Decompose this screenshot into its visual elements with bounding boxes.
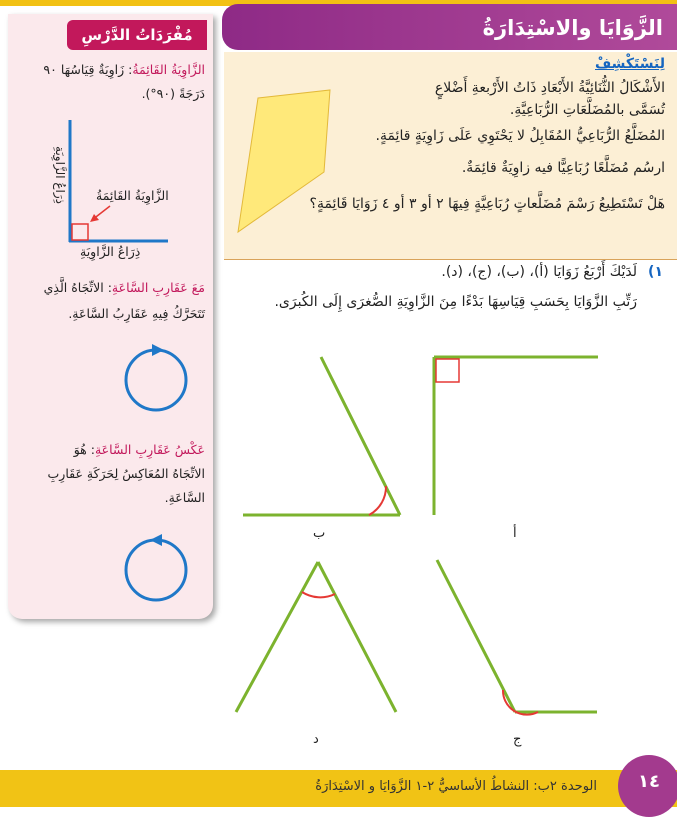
angle-d	[236, 562, 396, 712]
footer-bar	[0, 770, 677, 807]
angle-c-label: ج	[513, 732, 522, 747]
angle-a-label: أ	[513, 526, 517, 541]
clockwise-def-1: : الاتِّجَاهُ الَّذِي	[43, 280, 112, 295]
clockwise-term: مَعَ عَقَارِبِ السَّاعَةِ	[111, 280, 205, 295]
sidebar-title: مُفْرَدَاتُ الدَّرْسِ	[67, 20, 207, 50]
right-angle-def-1: : زَاوِيَةٌ قِيَاسُهَا ٩٠	[43, 62, 133, 77]
arm-label-horizontal: ذِرَاعُ الزَّاوِيَةِ	[80, 244, 141, 259]
explore-heading: لِنَسْتَكْشِفْ	[595, 56, 665, 72]
counterclockwise-term: عَكْسُ عَقَارِبِ السَّاعَةِ	[94, 442, 205, 457]
question-line-2: رَتِّبِ الزَّوَايَا بِحَسَبِ قِيَاسِهَا بَدْءًا مِنَ الزَّاوِيَةِ الصُّغرَى إِلَى الكُبرَى.	[274, 294, 637, 310]
angle-b-label: ب	[313, 526, 326, 541]
angle-d-label: د	[313, 732, 319, 747]
question-line-1: لَدَيْكَ أَرْبَعُ زَوَايَا (أ)، (ب)، (ج)، (د).	[441, 264, 637, 280]
clockwise-def-2: تَتَحَرَّكُ فِيهِ عَقَارِبُ السَّاعَةِ.	[68, 306, 205, 321]
angle-c	[437, 560, 597, 715]
angle-b	[243, 357, 400, 515]
explore-line-1: الأَشْكَالُ الثُّنَائِيَّةُ الأَبْعَادِ ذَاتُ الأَرْبعةِ أَضْلاعٍ	[434, 80, 665, 96]
footer-text: الوحدة ٢ب: النشاطُ الأساسيُّ ٢-١ الزَّوَايَا و الاسْتِدَارَةُ	[315, 779, 597, 794]
explore-line-5: هَلْ تَسْتَطِيعُ رَسْمَ مُضَلَّعاتٍ رُبَاعِيَّةٍ فِيهَا ٢ أو ٣ أو ٤ زَوَايَا قَائِمَةٍ؟	[309, 196, 665, 212]
question-number: ١)	[648, 264, 663, 280]
angle-a	[434, 357, 598, 515]
explore-line-2: تُسَمَّى بالمُضَلَّعَاتِ الرُّبَاعِيَّةِ.	[509, 102, 665, 118]
chapter-title: الزَّوَايَا والاسْتِدَارَةُ	[482, 16, 663, 40]
right-angle-term: الزَّاوِيَةُ القَائِمَةُ	[132, 62, 205, 77]
counterclockwise-def-1: : هُوَ	[73, 442, 95, 457]
page-number: ١٤	[638, 771, 660, 792]
explore-line-3: المُضَلَّعُ الرُّبَاعِيُّ المُقَابِلُ لا يَحْتَوِي عَلَى زَاوِيَةٍ قائِمَةٍ.	[375, 128, 665, 144]
counterclockwise-def-3: السَّاعَةِ.	[164, 490, 205, 505]
explore-line-4: ارسُم مُضَلَّعًا رُبَاعِيًّا فيه زاوِيَةٌ قائِمَةٌ.	[461, 160, 665, 176]
arm-label-vertical: ذِرَاعُ الزَّاوِيَةِ	[53, 146, 67, 204]
counterclockwise-def-2: الاتِّجَاهُ المُعَاكِسُ لِحَرَكَةِ عَقَارِبِ	[47, 466, 205, 481]
right-angle-def-2: دَرَجَةً (٩٠°).	[141, 86, 205, 101]
right-angle-label: الزَّاوِيَةُ القَائِمَةُ	[96, 188, 169, 203]
